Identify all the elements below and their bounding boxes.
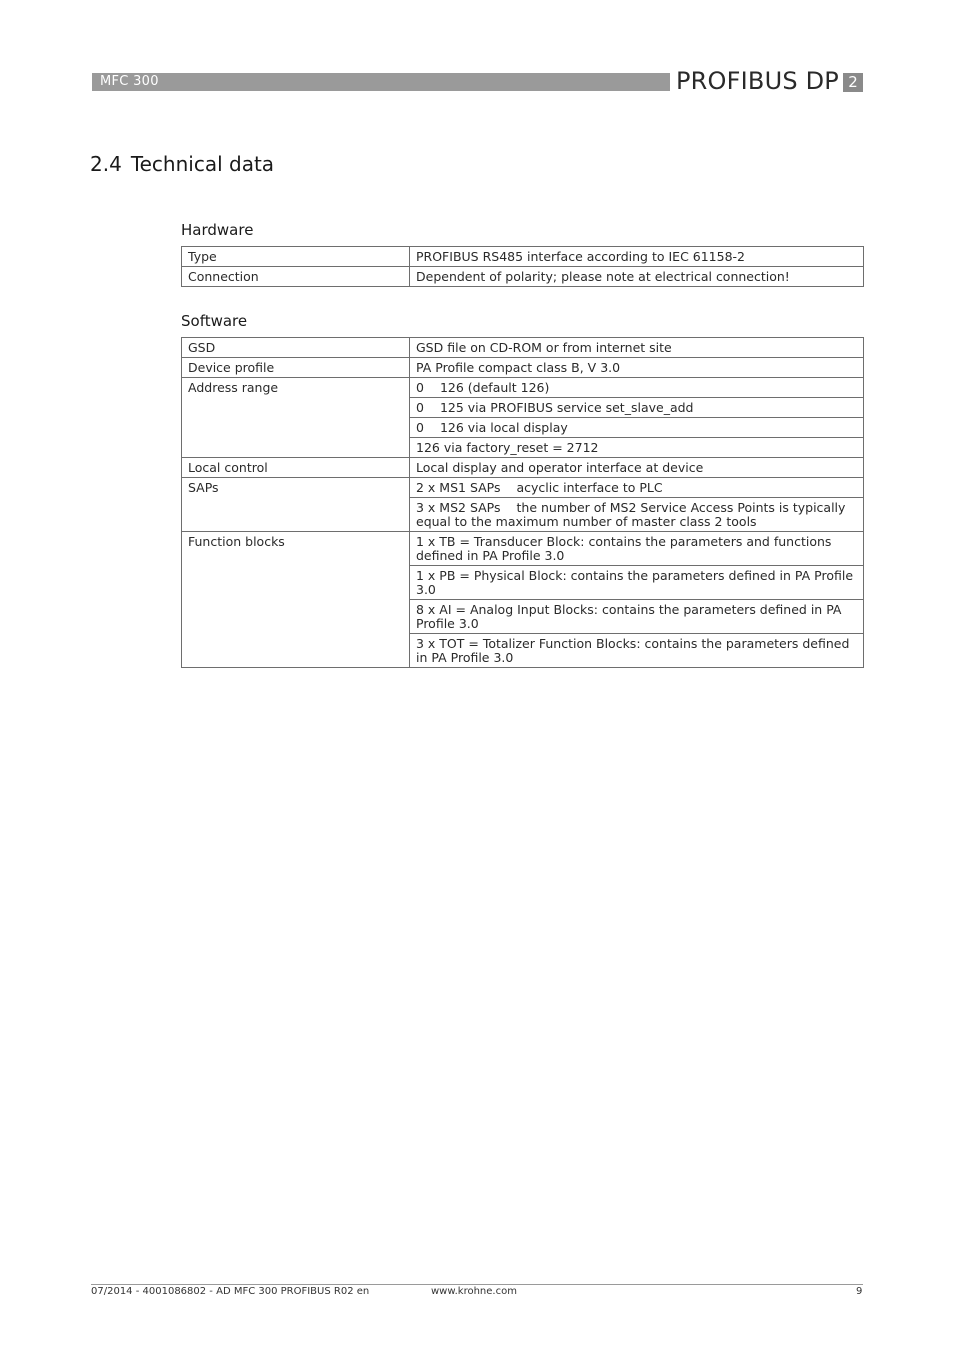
footer-doc-id: 07/2014 - 4001086802 - AD MFC 300 PROFIBUS R02 en: [91, 1286, 370, 1297]
range-start: 0: [416, 380, 424, 395]
row-value: PA Profile compact class B, V 3.0: [410, 358, 864, 378]
hardware-heading: Hardware: [181, 221, 254, 239]
row-key: Function blocks: [182, 532, 410, 668]
section-heading: [90, 152, 274, 176]
footer-divider: [91, 1284, 863, 1285]
row-value: [410, 438, 864, 458]
table-row: [182, 338, 864, 358]
sap-text: the number of MS2 Service Access Points is typically equal to the maximum number of master class 2 tools: [416, 500, 846, 529]
row-value: 8 x AI = Analog Input Blocks: contains the parameters defined in PA Profile 3.0: [410, 600, 864, 634]
hardware-table: [181, 246, 864, 287]
row-key: SAPs: [182, 478, 410, 532]
chapter-badge: 2: [843, 73, 863, 92]
row-value: Local display and operator interface at device: [410, 458, 864, 478]
document-title: PROFIBUS DP: [676, 67, 839, 95]
row-value: GSD file on CD-ROM or from internet site: [410, 338, 864, 358]
range-text: 126 via factory_reset = 2712: [416, 440, 599, 455]
header-bar: [92, 73, 670, 91]
row-value: Dependent of polarity; please note at electrical connection!: [410, 267, 864, 287]
section-number: 2.4: [90, 152, 122, 176]
section-title: Technical data: [130, 152, 275, 176]
software-heading: Software: [181, 312, 248, 330]
range-start: 0: [416, 420, 424, 435]
row-value: 1 x TB = Transducer Block: contains the parameters and functions defined in PA Profile 3.0: [410, 532, 864, 566]
row-key: Type: [182, 247, 410, 267]
row-value: [410, 378, 864, 398]
row-key: Device profile: [182, 358, 410, 378]
row-value: [410, 498, 864, 532]
row-key: GSD: [182, 338, 410, 358]
table-row: [182, 247, 864, 267]
row-key: Connection: [182, 267, 410, 287]
table-row: [182, 378, 864, 398]
row-key: Local control: [182, 458, 410, 478]
table-row: [182, 358, 864, 378]
sap-count: 2 x MS1 SAPs: [416, 480, 501, 495]
software-table: [181, 337, 864, 668]
range-start: 0: [416, 400, 424, 415]
page-number: 9: [856, 1286, 863, 1297]
table-row: [182, 532, 864, 566]
range-text: 125 via PROFIBUS service set_slave_add: [439, 400, 694, 415]
row-key: Address range: [182, 378, 410, 458]
table-row: [182, 458, 864, 478]
row-value: [410, 478, 864, 498]
row-value: [410, 398, 864, 418]
row-value: PROFIBUS RS485 interface according to IEC 61158-2: [410, 247, 864, 267]
footer-url: www.krohne.com: [431, 1286, 517, 1297]
row-value: 1 x PB = Physical Block: contains the parameters defined in PA Profile 3.0: [410, 566, 864, 600]
row-value: [410, 418, 864, 438]
sap-count: 3 x MS2 SAPs: [416, 500, 501, 515]
range-text: 126 via local display: [439, 420, 568, 435]
sap-text: acyclic interface to PLC: [516, 480, 663, 495]
product-name: MFC 300: [100, 74, 159, 89]
row-value: 3 x TOT = Totalizer Function Blocks: contains the parameters defined in PA Profile 3.0: [410, 634, 864, 668]
table-row: [182, 267, 864, 287]
range-text: 126 (default 126): [439, 380, 550, 395]
table-row: [182, 478, 864, 498]
